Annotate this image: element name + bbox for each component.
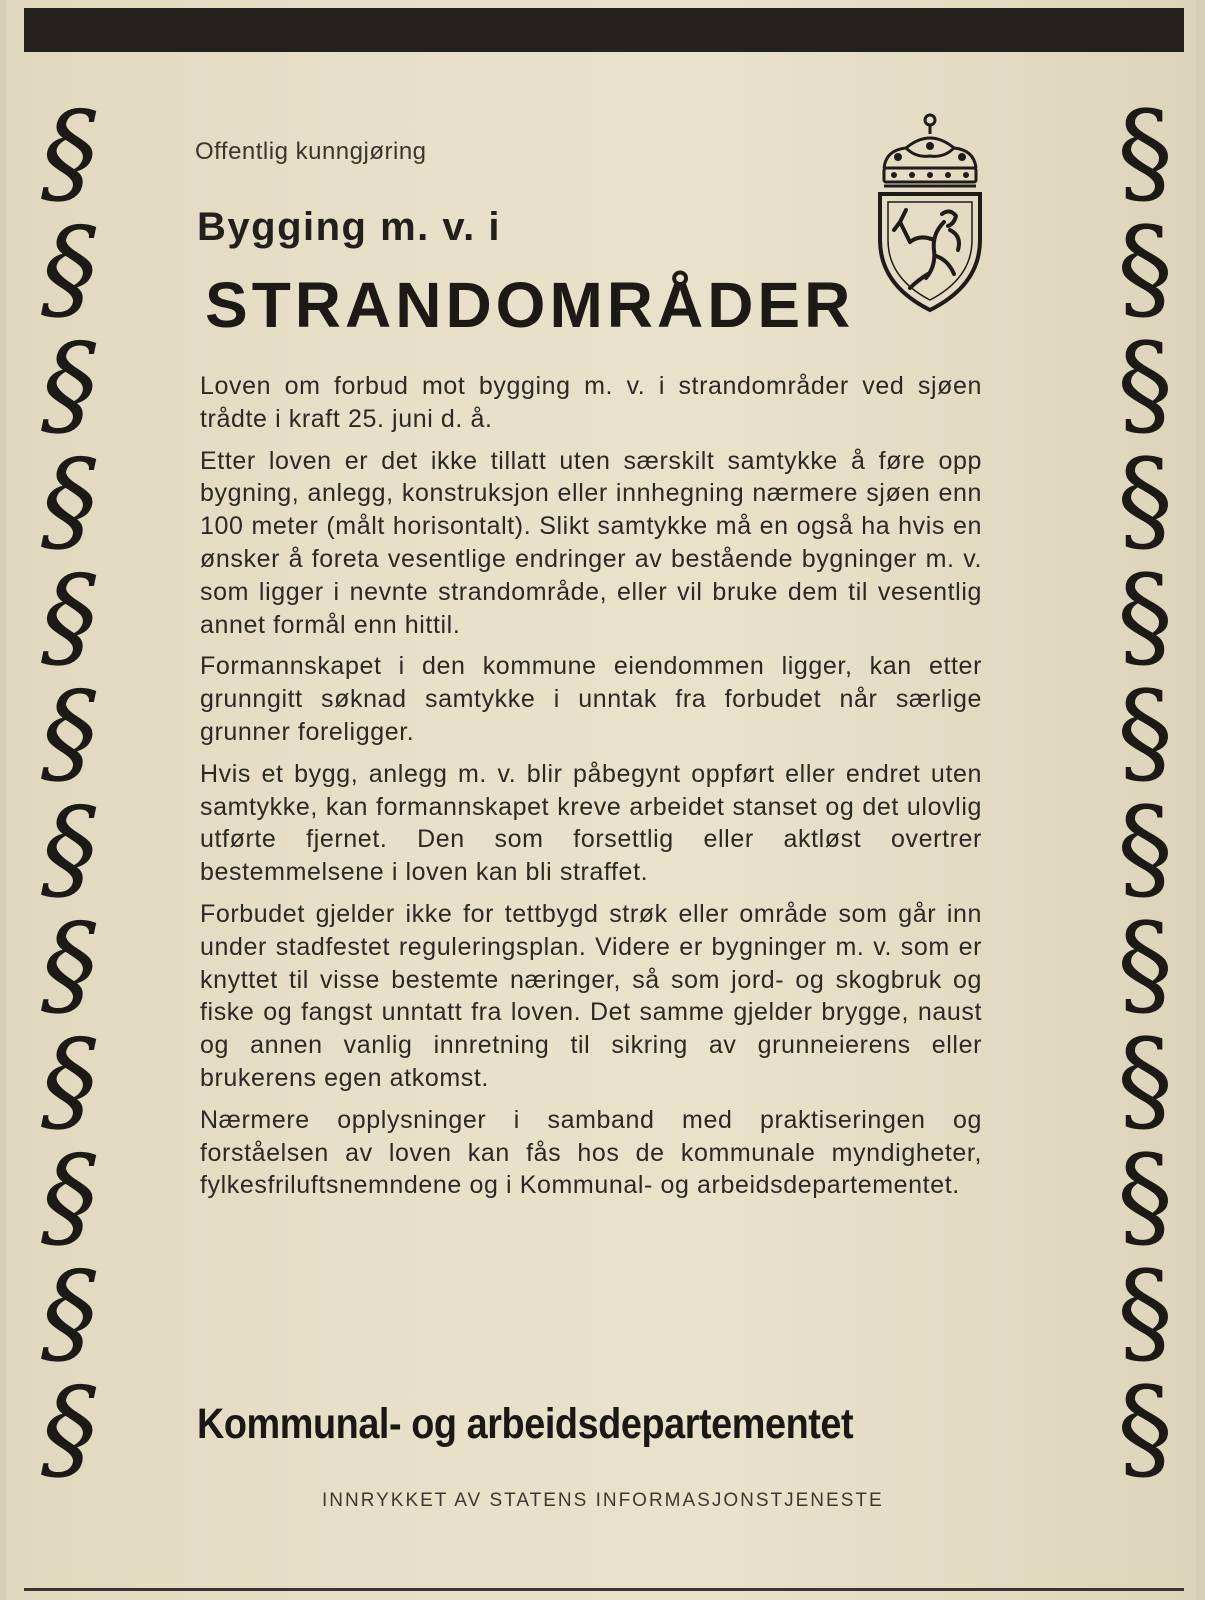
section-sign-icon: § [28, 1248, 112, 1378]
section-sign-icon: § [1117, 204, 1173, 334]
section-sign-icon: § [28, 1132, 112, 1262]
section-sign-icon: § [28, 1364, 112, 1494]
section-sign-icon: § [1117, 88, 1173, 218]
section-sign-icon: § [1117, 1016, 1173, 1146]
section-sign-icon: § [1117, 552, 1173, 682]
body-paragraph: Etter loven er det ikke tillatt uten særskilt samtykke å føre opp bygning, anlegg, konstruksjon eller innhegning nærmere sjøen enn 100 meter (målt horisontalt). Slikt samtykke må en også ha hvis en ønsker å foreta vesentlige endringer av bestående bygninger m. v. som ligger i nevnte strandområde, eller vil bruke dem til vesentlig annet formål enn hittil. [200, 446, 982, 639]
section-sign-icon: § [1117, 668, 1173, 798]
section-sign-icon: § [28, 320, 112, 450]
body-paragraph: Hvis et bygg, anlegg m. v. blir påbegynt oppført eller endret uten samtykke, kan formannskapet kreve arbeidet stanset og det ulovlig utførte fjernet. Den som forsettlig eller aktløst overtrer bestemmelsene i loven kan bli straffet. [200, 759, 982, 887]
section-sign-icon: § [28, 204, 112, 334]
section-sign-icon: § [1117, 436, 1173, 566]
section-sign-icon: § [28, 88, 112, 218]
body-paragraph: Nærmere opplysninger i samband med praktiseringen og forståelsen av loven kan fås hos de kommunale myndigheter, fylkesfriluftsnemndene og i Kommunal- og arbeidsdepartementet. [200, 1105, 982, 1200]
section-sign-icon: § [1117, 1364, 1173, 1494]
section-sign-icon: § [28, 1016, 112, 1146]
right-section-border [1105, 88, 1185, 1545]
section-sign-icon: § [28, 436, 112, 566]
section-sign-icon: § [1117, 1248, 1173, 1378]
top-black-bar [24, 8, 1184, 52]
signature-department: Kommunal- og arbeidsdepartementet [197, 1400, 854, 1448]
section-sign-icon: § [28, 552, 112, 682]
left-section-border [28, 88, 112, 1545]
section-sign-icon: § [1117, 320, 1173, 450]
body-paragraph: Forbudet gjelder ikke for tettbygd strøk eller område som går inn under stadfestet reguleringsplan. Videre er bygninger m. v. som er knyttet til visse bestemte næringer, så som jord- og skogbruk og fiske og fangst unntatt fra loven. Det samme gjelder brygge, naust og annen vanlig innretning til sikring av grunneierens eller brukerens egen atkomst. [200, 899, 982, 1092]
body-paragraph: Formannskapet i den kommune eiendommen ligger, kan etter grunngitt søknad samtykke i unntak fra forbudet når særlige grunner foreligger. [200, 652, 982, 746]
publisher-credit: INNRYKKET AV STATENS INFORMASJONSTJENESTE [322, 1490, 884, 1511]
norwegian-coat-of-arms-icon [870, 110, 990, 320]
section-sign-icon: § [28, 784, 112, 914]
section-sign-icon: § [28, 900, 112, 1030]
body-paragraph: Loven om forbud mot bygging m. v. i strandområder ved sjøen trådte i kraft 25. juni d. å. [200, 372, 982, 433]
announcement-body [200, 370, 982, 1211]
notice-label: Offentlig kunngjøring [195, 138, 427, 165]
section-sign-icon: § [1117, 784, 1173, 914]
section-sign-icon: § [1117, 1132, 1173, 1262]
section-sign-icon: § [28, 668, 112, 798]
bottom-rule [24, 1588, 1184, 1591]
section-sign-icon: § [1117, 900, 1173, 1030]
headline-intro: Bygging m. v. i [197, 205, 502, 249]
headline-main: STRANDOMRÅDER [205, 269, 855, 341]
